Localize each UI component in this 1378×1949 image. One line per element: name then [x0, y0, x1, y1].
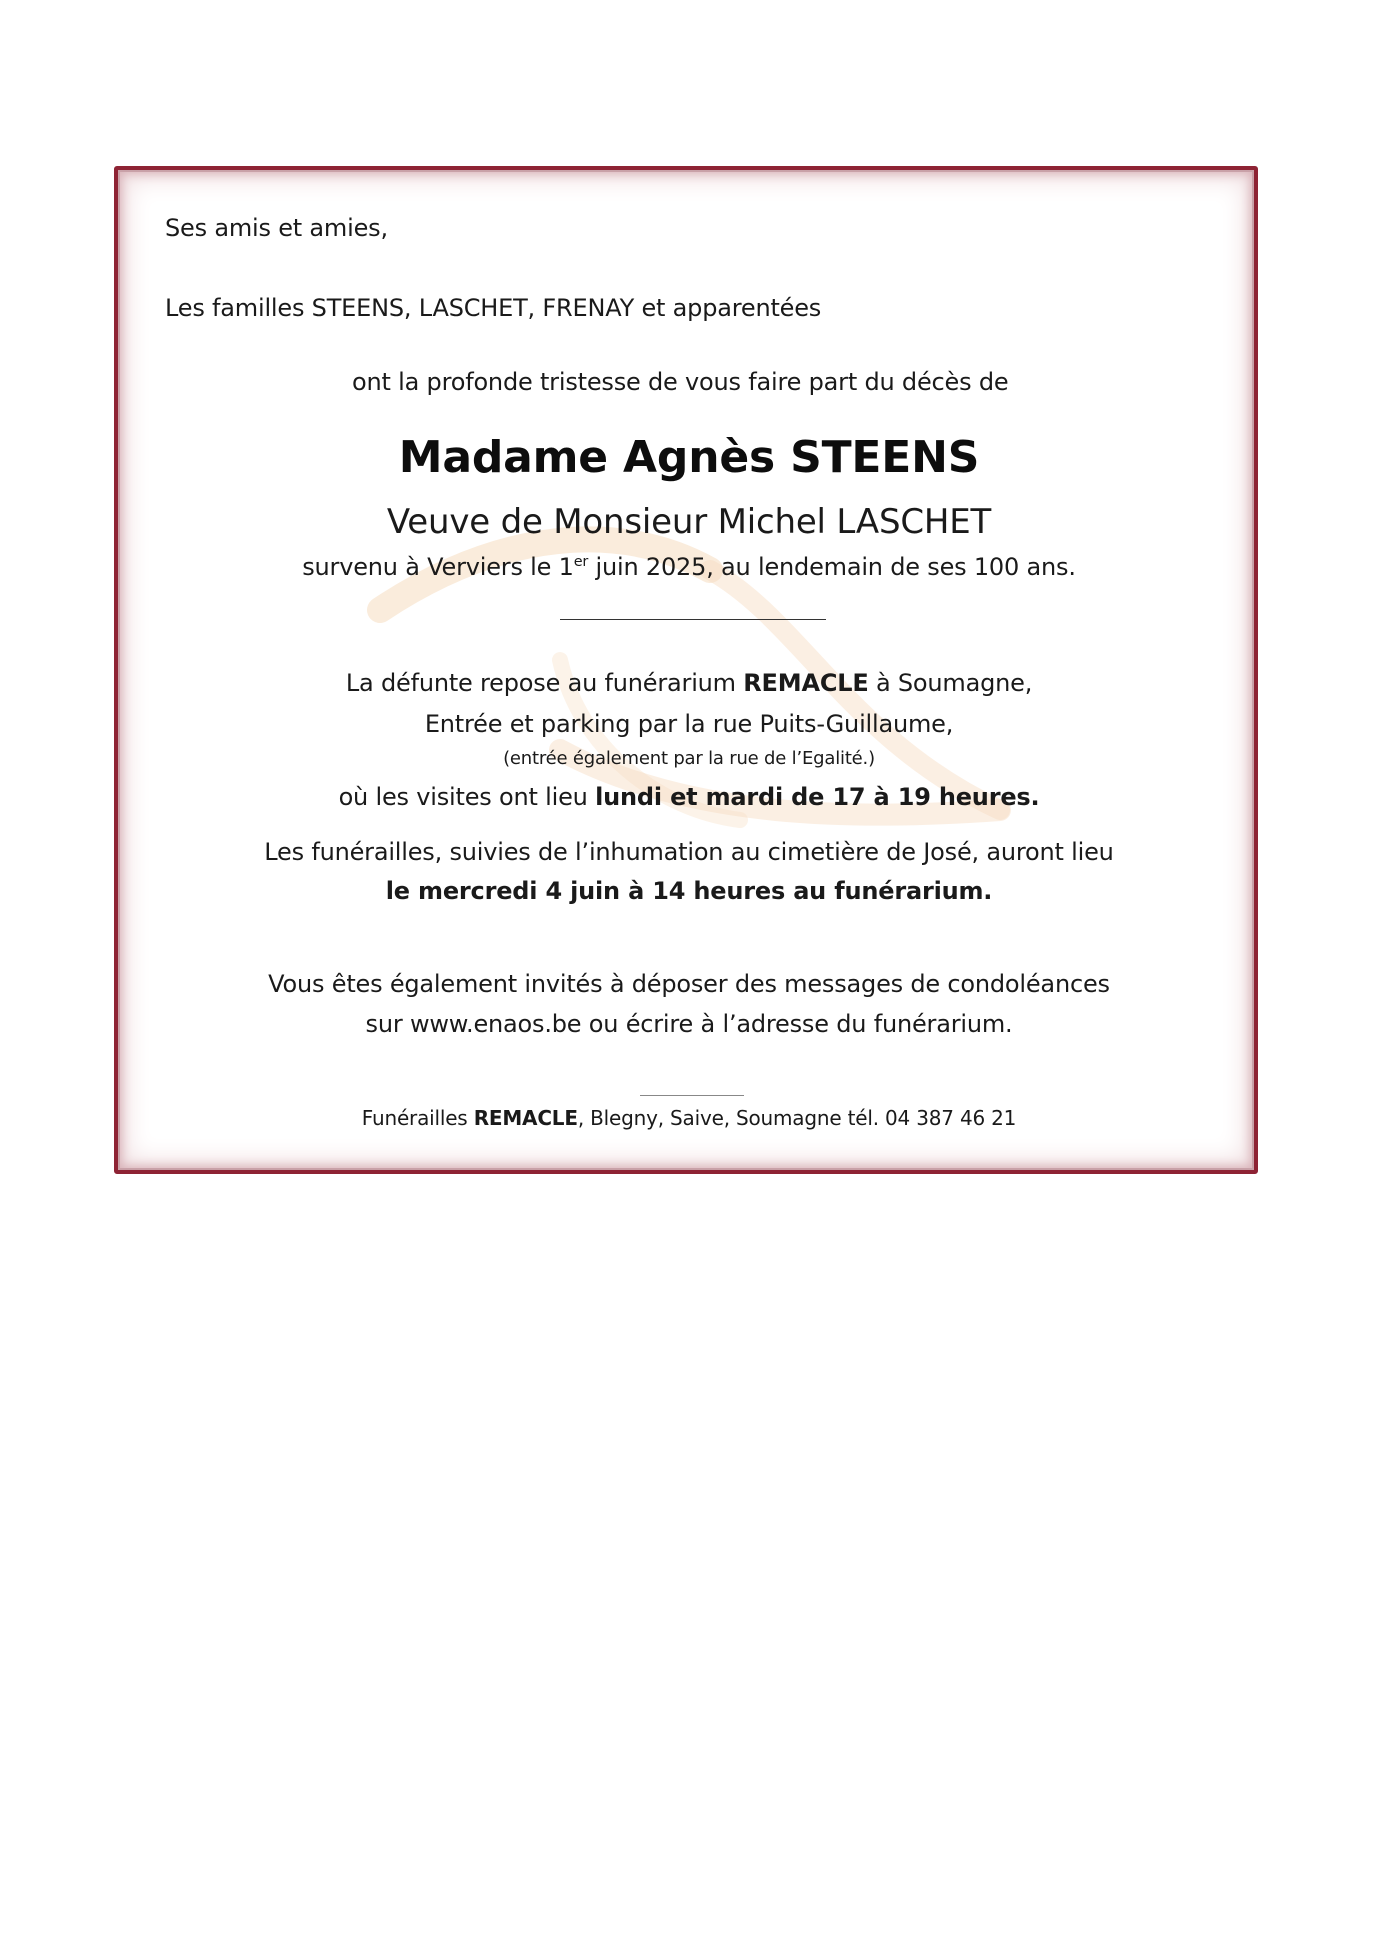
footer-prefix: Funérailles — [361, 1106, 474, 1130]
footer-suffix: , Blegny, Saive, Soumagne tél. 04 387 46 21 — [577, 1106, 1017, 1130]
intro-line: ont la profonde tristesse de vous faire part du décès de — [352, 368, 1009, 396]
friends-line: Ses amis et amies, — [165, 214, 388, 242]
widow-line: Veuve de Monsieur Michel LASCHET — [386, 502, 992, 542]
footer-line — [0, 1106, 1378, 1130]
entrance-note: (entrée également par la rue de l’Egalité.) — [503, 748, 875, 769]
visits-line-prefix: où les visites ont lieu — [338, 783, 596, 811]
funeral-date-line: le mercredi 4 juin à 14 heures au funérarium. — [385, 877, 993, 905]
deceased-name: Madame Agnès STEENS — [398, 432, 980, 483]
condolences-line-1: Vous êtes également invités à déposer des messages de condoléances — [268, 970, 1110, 998]
funeral-line: Les funérailles, suivies de l’inhumation au cimetière de José, auront lieu — [264, 838, 1114, 866]
death-line-suffix: juin 2025, au lendemain de ses 100 ans. — [588, 553, 1076, 581]
death-line-superscript: er — [573, 554, 589, 570]
footer-rule — [640, 1095, 744, 1096]
death-line-prefix: survenu à Verviers le 1 — [302, 553, 574, 581]
entrance-line: Entrée et parking par la rue Puits-Guillaume, — [424, 710, 954, 738]
rest-line-suffix: à Soumagne, — [868, 669, 1033, 697]
rest-line — [0, 669, 1378, 697]
separator-rule — [560, 619, 826, 620]
footer-company: REMACLE — [473, 1106, 578, 1130]
visits-hours: lundi et mardi de 17 à 19 heures. — [595, 783, 1040, 811]
death-line — [0, 553, 1378, 581]
rest-line-prefix: La défunte repose au funérarium — [345, 669, 744, 697]
families-line: Les familles STEENS, LASCHET, FRENAY et apparentées — [165, 294, 822, 322]
condolences-line-2: sur www.enaos.be ou écrire à l’adresse du funérarium. — [365, 1010, 1013, 1038]
visits-line — [0, 783, 1378, 811]
funeral-home-name: REMACLE — [743, 669, 869, 697]
